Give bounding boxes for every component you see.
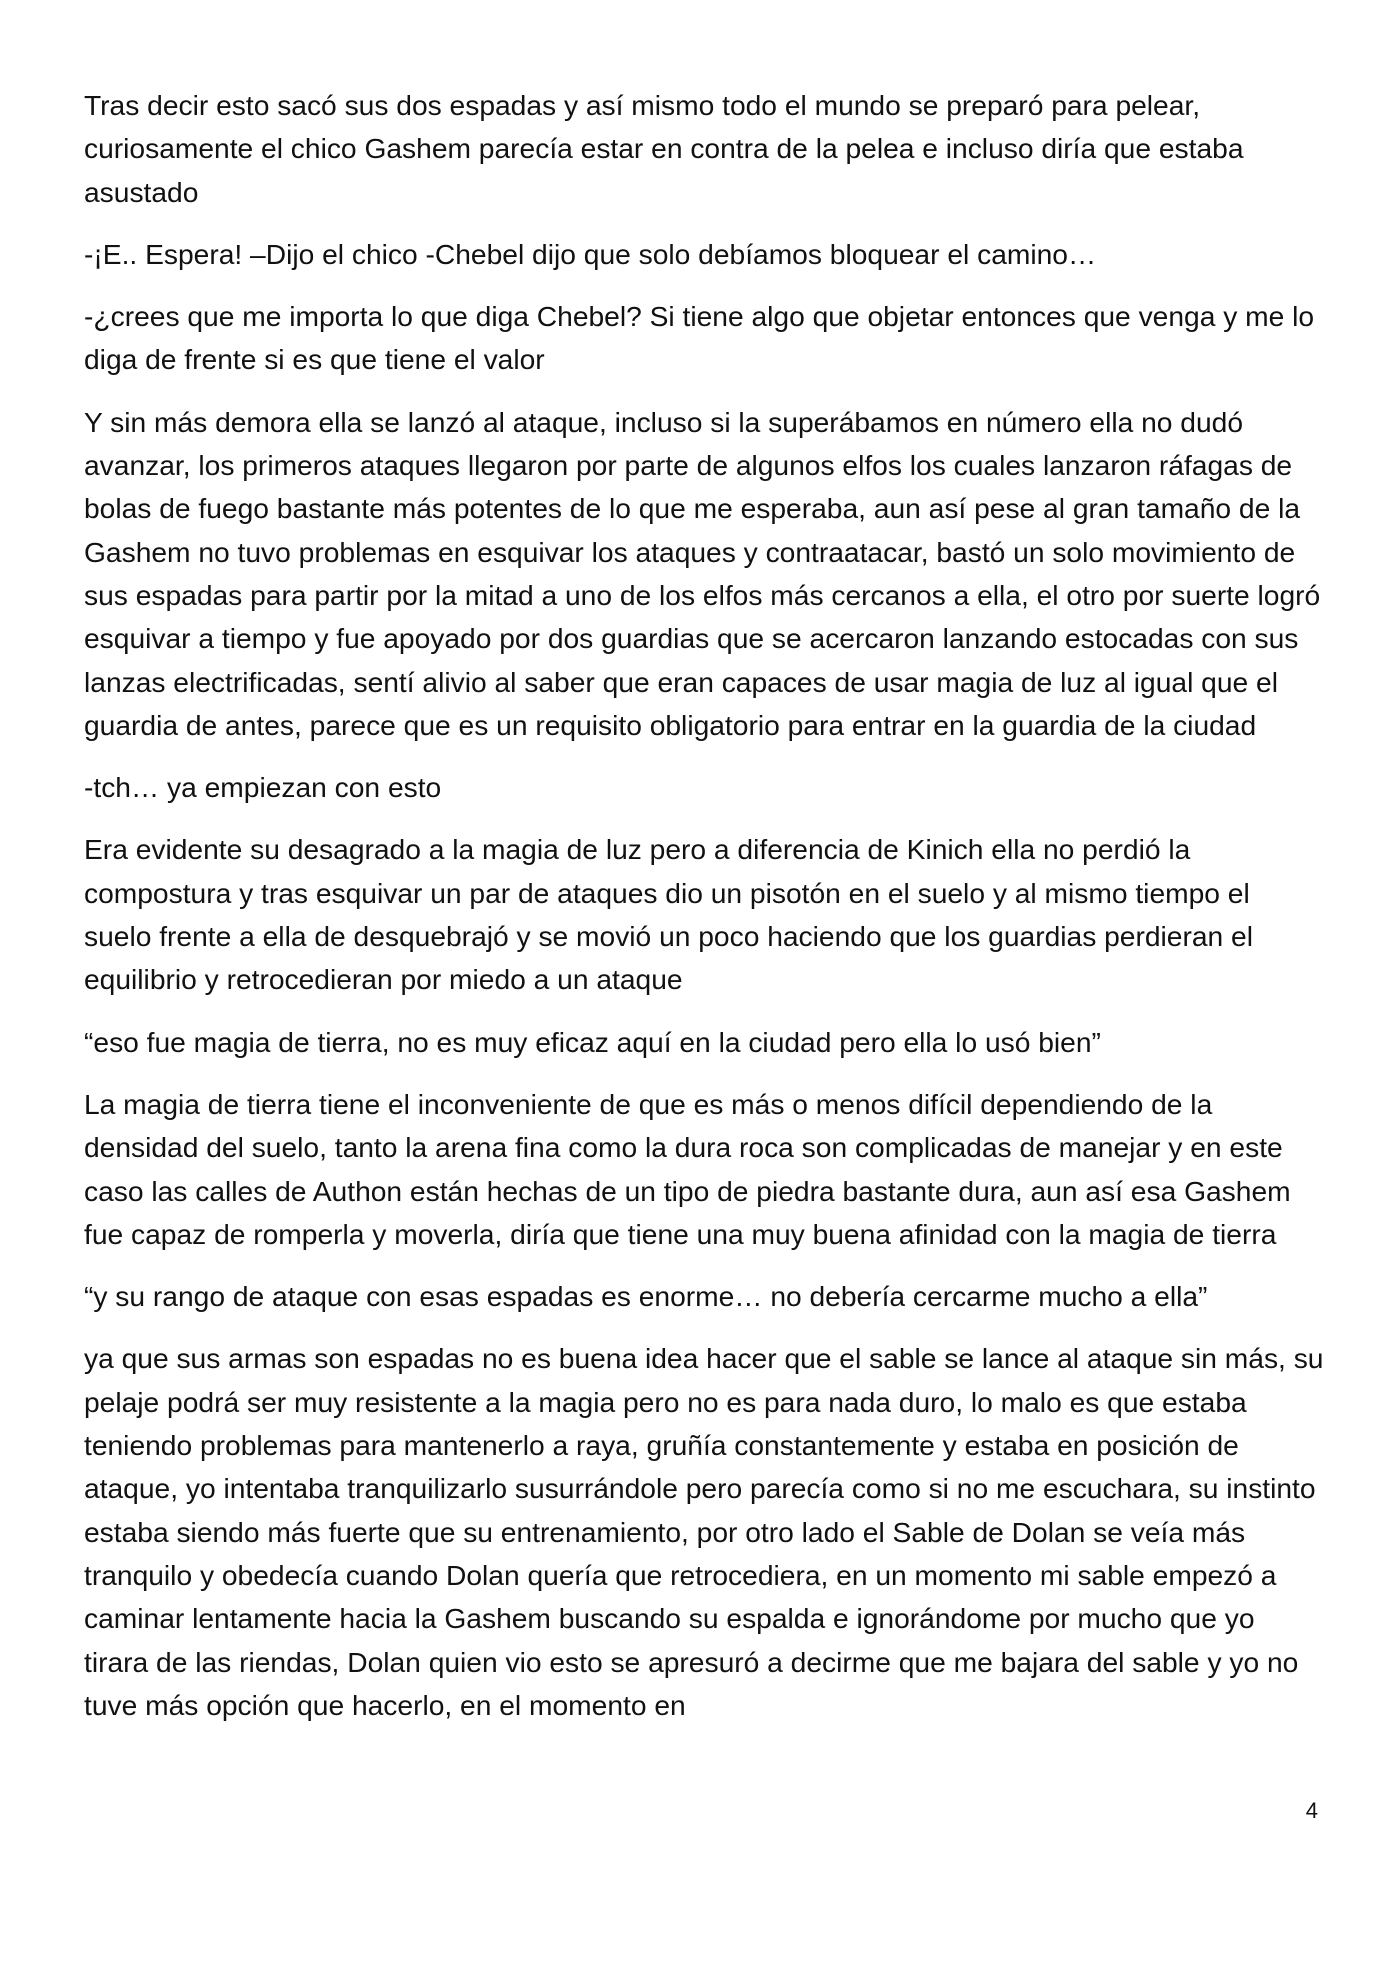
paragraph: “y su rango de ataque con esas espadas es enorme… no debería cercarme mucho a ella”: [84, 1280, 1208, 1313]
paragraph: “eso fue magia de tierra, no es muy eficaz aquí en la ciudad pero ella lo usó bien”: [84, 1025, 1101, 1058]
document-body: [84, 84, 1324, 1746]
paragraph: -¿crees que me importa lo que diga Chebel? Si tiene algo que objetar entonces que venga y me lo diga de frente si es que tiene el valor: [84, 300, 1315, 376]
paragraph: La magia de tierra tiene el inconveniente de que es más o menos difícil dependiendo de la densidad del suelo, tanto la arena fina como la dura roca son complicadas de manejar y en este caso las calles de Authon están hechas de un tipo de piedra bastante dura, aun así esa Gashem fue capaz de romperla y moverla, diría que tiene una muy buena afinidad con la magia de tierra: [84, 1087, 1291, 1250]
paragraph: ya que sus armas son espadas no es buena idea hacer que el sable se lance al ataque sin más, su pelaje podrá ser muy resistente a la magia pero no es para nada duro, lo malo es que estaba teniendo problemas para mantenerlo a raya, gruñía constantemente y estaba en posición de ataque, yo intentaba tranquilizarlo susurrándole pero parecía como si no me escuchara, su instinto estaba siendo más fuerte que su entrenamiento, por otro lado el Sable de Dolan se veía más tranquilo y obedecía cuando Dolan quería que retrocediera, en un momento mi sable empezó a caminar lentamente hacia la Gashem buscando su espalda e ignorándome por mucho que yo tirara de las riendas, Dolan quien vio esto se apresuró a decirme que me bajara del sable y yo no tuve más opción que hacerlo, en el momento en: [84, 1342, 1324, 1721]
paragraph: Tras decir esto sacó sus dos espadas y así mismo todo el mundo se preparó para pelear, curiosamente el chico Gashem parecía estar en contra de la pelea e incluso diría que estaba asustado: [84, 89, 1244, 208]
paragraph: Y sin más demora ella se lanzó al ataque, incluso si la superábamos en número ella no dudó avanzar, los primeros ataques llegaron por parte de algunos elfos los cuales lanzaron ráfagas de bolas de fuego bastante más potentes de lo que me esperaba, aun así pese al gran tamaño de la Gashem no tuvo problemas en esquivar los ataques y contraatacar, bastó un solo movimiento de sus espadas para partir por la mitad a uno de los elfos más cercanos a ella, el otro por suerte logró esquivar a tiempo y fue apoyado por dos guardias que se acercaron lanzando estocadas con sus lanzas electrificadas, sentí alivio al saber que eran capaces de usar magia de luz al igual que el guardia de antes, parece que es un requisito obligatorio para entrar en la guardia de la ciudad: [84, 405, 1321, 741]
page-number: 4: [1305, 1798, 1318, 1823]
paragraph: -tch… ya empiezan con esto: [84, 771, 442, 804]
paragraph: Era evidente su desagrado a la magia de luz pero a diferencia de Kinich ella no perdió la compostura y tras esquivar un par de ataques dio un pisotón en el suelo y al mismo tiempo el suelo frente a ella de desquebrajó y se movió un poco haciendo que los guardias perdieran el equilibrio y retrocedieran por miedo a un ataque: [84, 833, 1253, 996]
paragraph: -¡E.. Espera! –Dijo el chico -Chebel dijo que solo debíamos bloquear el camino…: [84, 237, 1097, 270]
